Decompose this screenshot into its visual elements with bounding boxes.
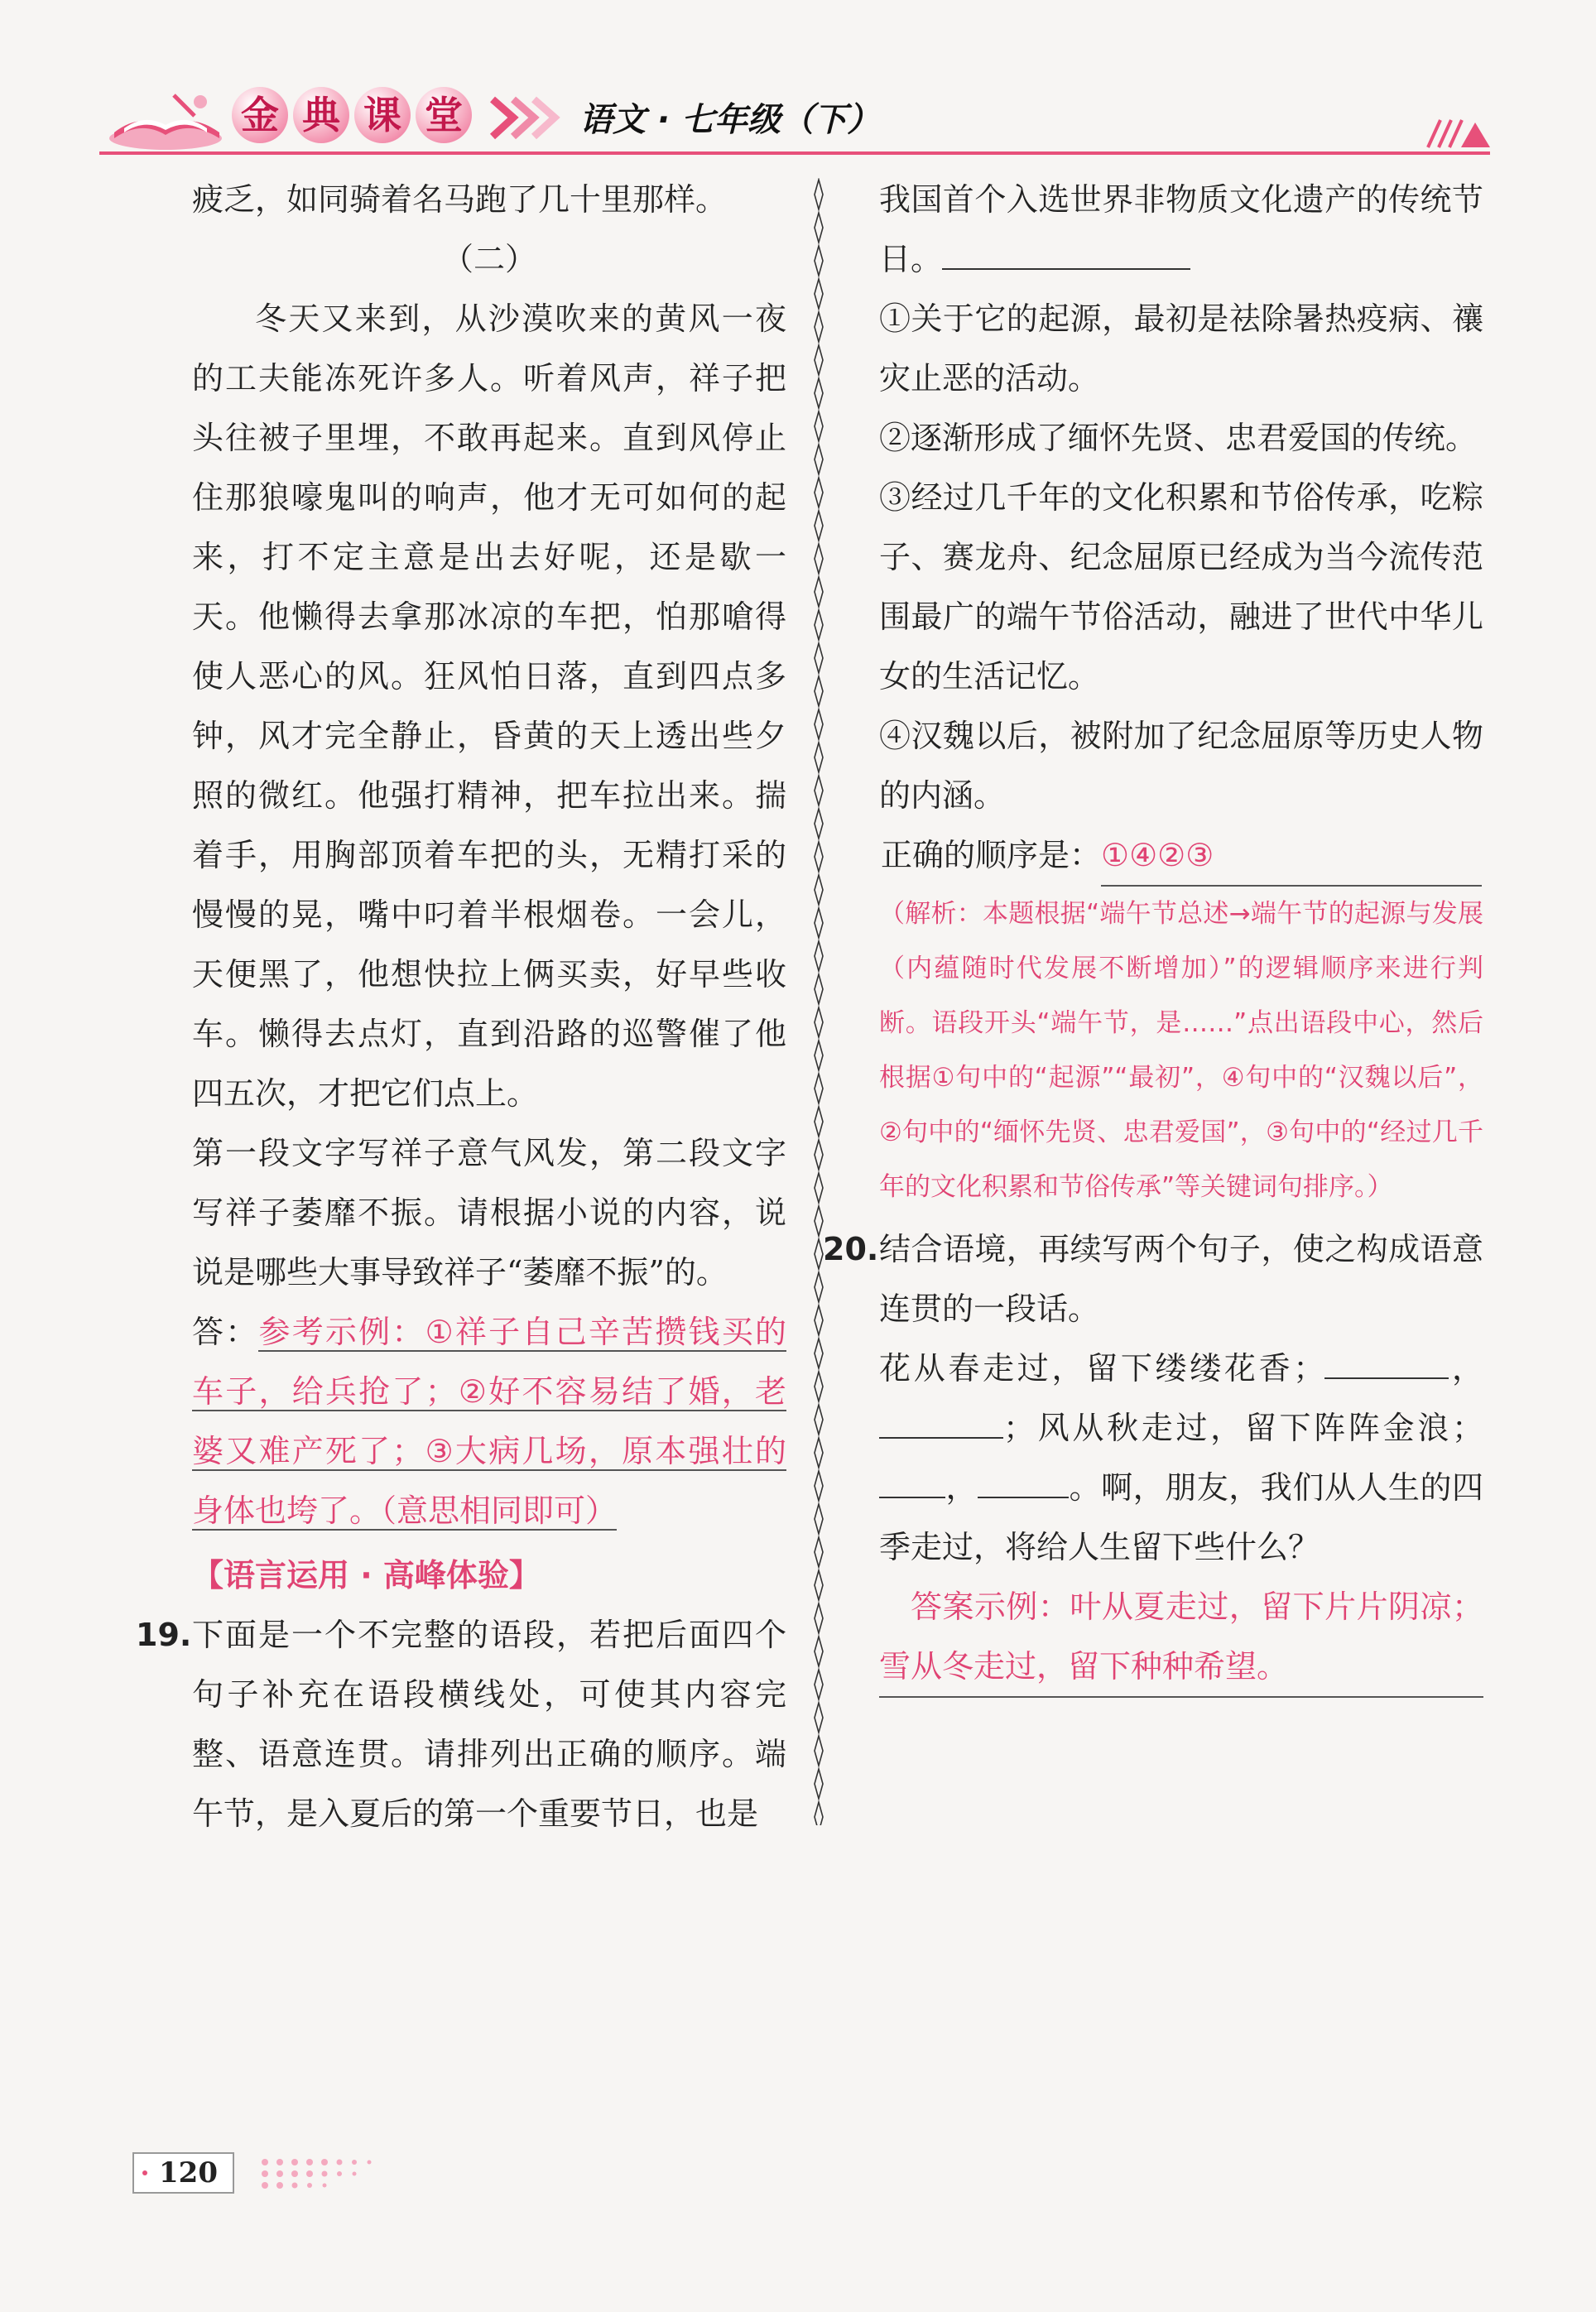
question-19 xyxy=(136,1605,786,1843)
question-text: 下面是一个不完整的语段，若把后面四个句子补充在语段横线处，可使其内容完整、语意连贯。请排列出正确的顺序。端午节，是入夏后的第一个重要节日，也是 xyxy=(192,1617,786,1832)
question-text: 第一段文字写祥子意气风发，第二段文字写祥子萎靡不振。请根据小说的内容，说说是哪些大事导致祥子“萎靡不振”的。 xyxy=(192,1135,786,1291)
question-19-continued: 我国首个入选世界非物质文化遗产的传统节日。 xyxy=(879,181,1483,277)
right-column xyxy=(823,170,1483,1698)
brand-char: 课 xyxy=(354,87,411,143)
answer-blank[interactable] xyxy=(1324,1344,1449,1379)
order-answer: ①④②③ xyxy=(1101,825,1482,887)
column-divider xyxy=(813,178,824,1825)
section-title: （二） xyxy=(441,241,536,277)
answer-blank[interactable] xyxy=(879,1404,1003,1439)
open-book-icon xyxy=(108,87,232,153)
brand-title xyxy=(232,87,472,143)
answer-label: 答： xyxy=(192,1314,259,1350)
fill-in-text: 花从春走过，留下缕缕花香； xyxy=(879,1350,1325,1387)
question-number: 20. xyxy=(823,1231,879,1267)
answer-blank[interactable] xyxy=(942,235,1190,270)
brand-char: 堂 xyxy=(416,87,472,143)
option-item: ③经过几千年的文化积累和节俗传承，吃粽子、赛龙舟、纪念屈原已经成为当今流传范围最广的端午节俗活动，融进了世代中华儿女的生活记忆。 xyxy=(879,479,1483,695)
brand-char: 典 xyxy=(293,87,349,143)
chevron-right-icon xyxy=(488,95,563,141)
answer-blank[interactable] xyxy=(978,1464,1069,1498)
passage-paragraph: 冬天又来到，从沙漠吹来的黄风一夜的工夫能冻死许多人。听着风声，祥子把头往被子里埋，不敢再起来。直到风停止住那狼嚎鬼叫的响声，他才无可如何的起来，打不定主意是出去好呢，还是歇一天。他懒得去拿那冰凉的车把，怕那嗆得使人恶心的风。狂风怕日落，直到四点多钟，风才完全静止，昏黄的天上透出些夕照的微红。他强打精神，把车拉出来。揣着手，用胸部顶着车把的头，无精打采的慢慢的晃，嘴中叼着半根烟卷。一会儿，天便黑了，他想快拉上俩买卖，好早些收车。懒得去点灯，直到沿路的巡警催了他四五次，才把它们点上。 xyxy=(192,300,786,1112)
brand-char: 金 xyxy=(232,87,288,143)
order-answer-row xyxy=(879,825,1483,887)
fill-in-paragraph: 花从春走过，留下缕缕花香； ，；风从秋走过，留下阵阵金浪；， 。啊，朋友，我们从人生的四季走过，将给人生留下些什么？ xyxy=(879,1339,1483,1577)
subject-grade: 语文 · 七年级（下） xyxy=(579,101,881,139)
analysis-text: （解析：本题根据“端午节总述→端午节的起源与发展（内蕴随时代发展不断增加）”的逻辑顺序来进行判断。语段开头“端午节，是……”点出语段中心，然后根据①句中的“起源”“最初”，④句中的“汉魏以后”，②句中的“缅怀先贤、忠君爱国”，③句中的“经过几千年的文化积累和节俗传承”等关键词句排序。） xyxy=(879,899,1483,1202)
question-20 xyxy=(823,1219,1483,1339)
dots-decoration xyxy=(257,2156,464,2189)
question-text: 结合语境，再续写两个句子，使之构成语意连贯的一段话。 xyxy=(879,1231,1483,1327)
left-column xyxy=(136,170,786,1843)
answer-blank[interactable] xyxy=(879,1464,945,1498)
option-item: ②逐渐形成了缅怀先贤、忠君爱国的传统。 xyxy=(879,420,1478,456)
answer-text: 答案示例：叶从夏走过，留下片片阴凉；雪从冬走过，留下种种希望。 xyxy=(879,1577,1483,1698)
page-footer xyxy=(132,2152,234,2194)
passage-paragraph: 疲乏，如同骑着名马跑了几十里那样。 xyxy=(192,181,728,218)
fill-in-text: ；风从秋走过，留下阵阵金浪； xyxy=(1003,1410,1483,1446)
option-item: ④汉魏以后，被附加了纪念屈原等历史人物的内涵。 xyxy=(879,718,1483,814)
order-label: 正确的顺序是： xyxy=(881,837,1102,873)
option-item: ①关于它的起源，最初是祛除暑热疫病、禳灾止恶的活动。 xyxy=(879,300,1483,397)
answer-text: 参考示例：①祥子自己辛苦攒钱买的车子，给兵抢了；②好不容易结了婚，老婆又难产死了；③大病几场，原本强壮的身体也垮了。（意思相同即可） xyxy=(192,1314,786,1529)
section-tag: 【语言运用 · 高峰体验】 xyxy=(192,1557,541,1593)
fill-in-text: 。啊，朋友，我们从人生的四季走过，将给人生留下些什么？ xyxy=(879,1469,1483,1565)
page-number: 120 xyxy=(132,2152,234,2194)
answer-block xyxy=(192,1302,786,1541)
question-number: 19. xyxy=(136,1617,192,1653)
header-rule xyxy=(99,151,1490,155)
triangle-icon xyxy=(1424,116,1490,149)
question-text xyxy=(879,170,1483,289)
page-header xyxy=(99,79,1490,170)
